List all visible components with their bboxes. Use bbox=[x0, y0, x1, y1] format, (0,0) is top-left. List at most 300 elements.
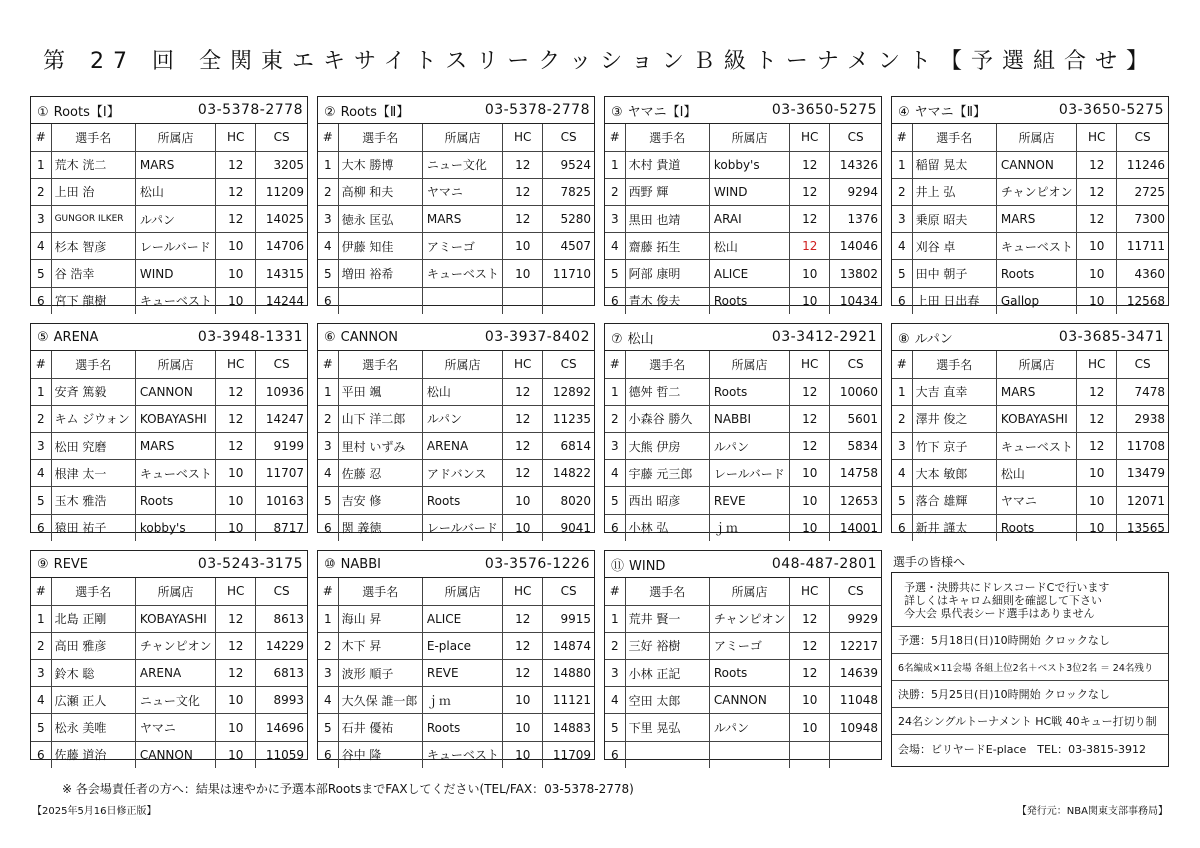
col-header-hc: HC bbox=[790, 351, 830, 378]
player-name: 大吉 直幸 bbox=[912, 378, 996, 405]
col-header-club: 所属店 bbox=[422, 578, 502, 605]
venue-header bbox=[318, 97, 594, 124]
player-cs: 9915 bbox=[543, 605, 594, 632]
player-cs: 11209 bbox=[256, 178, 307, 205]
venue-title bbox=[37, 557, 88, 572]
player-number: 3 bbox=[892, 433, 912, 460]
player-name: 落合 雄輝 bbox=[912, 487, 996, 514]
player-row bbox=[31, 405, 307, 432]
player-row bbox=[605, 405, 881, 432]
col-header-cs: CS bbox=[543, 351, 594, 378]
player-hc: 12 bbox=[503, 433, 543, 460]
col-header-no: # bbox=[605, 351, 625, 378]
player-number: 6 bbox=[31, 514, 51, 541]
player-name: 乗原 昭夫 bbox=[912, 206, 996, 233]
venue-phone: 03-5378-2778 bbox=[197, 102, 303, 118]
player-cs: 7478 bbox=[1117, 378, 1168, 405]
roster-table bbox=[318, 351, 594, 541]
player-row bbox=[318, 151, 594, 178]
player-club: Roots bbox=[709, 287, 789, 314]
player-hc: 12 bbox=[216, 151, 256, 178]
player-number: 5 bbox=[318, 714, 338, 741]
player-club: KOBAYASHI bbox=[135, 405, 215, 432]
player-hc: 10 bbox=[503, 233, 543, 260]
player-cs: 12217 bbox=[830, 632, 881, 659]
player-club: ルパン bbox=[709, 433, 789, 460]
roster-table bbox=[31, 351, 307, 541]
player-club: E-place bbox=[422, 632, 502, 659]
footnote: ※ 各会場責任者の方へ：結果は速やかに予選本部RootsまでFAXしてください(TEL/FAX：03-5378-2778) bbox=[62, 782, 634, 796]
player-club: CANNON bbox=[996, 151, 1076, 178]
player-cs: 11048 bbox=[830, 687, 881, 714]
col-header-name: 選手名 bbox=[625, 351, 709, 378]
col-header-no: # bbox=[892, 124, 912, 151]
roster-header-row bbox=[605, 351, 881, 378]
player-club: Roots bbox=[709, 660, 789, 687]
player-number: 2 bbox=[605, 178, 625, 205]
player-hc: 12 bbox=[216, 378, 256, 405]
player-row bbox=[605, 660, 881, 687]
roster-table bbox=[605, 124, 881, 314]
player-number: 1 bbox=[605, 605, 625, 632]
player-club: CANNON bbox=[135, 741, 215, 768]
player-club: 松山 bbox=[135, 178, 215, 205]
col-header-club: 所属店 bbox=[135, 351, 215, 378]
player-hc: 12 bbox=[503, 632, 543, 659]
player-hc: 12 bbox=[790, 632, 830, 659]
col-header-club: 所属店 bbox=[709, 124, 789, 151]
player-number: 2 bbox=[892, 405, 912, 432]
venue-title bbox=[324, 101, 409, 120]
col-header-name: 選手名 bbox=[51, 351, 135, 378]
player-club: ｊｍ bbox=[709, 514, 789, 541]
player-number: 5 bbox=[605, 260, 625, 287]
player-hc: 12 bbox=[216, 206, 256, 233]
player-club: ｊｍ bbox=[422, 687, 502, 714]
player-number: 6 bbox=[318, 287, 338, 314]
player-name: 杉本 智彦 bbox=[51, 233, 135, 260]
venue-name: CANNON bbox=[340, 329, 399, 345]
venue-block bbox=[317, 323, 595, 536]
venue-title bbox=[37, 101, 120, 120]
player-name: 大熊 伊房 bbox=[625, 433, 709, 460]
col-header-cs: CS bbox=[1117, 351, 1168, 378]
player-row bbox=[318, 405, 594, 432]
player-row bbox=[892, 433, 1168, 460]
col-header-no: # bbox=[318, 578, 338, 605]
roster-header-row bbox=[605, 578, 881, 605]
venue-phone: 03-3685-3471 bbox=[1058, 329, 1164, 345]
player-cs: 5280 bbox=[543, 206, 594, 233]
notice-intro-line: 詳しくはキャロム細則を確認して下さい bbox=[904, 594, 1102, 607]
player-number: 2 bbox=[318, 632, 338, 659]
player-club bbox=[709, 741, 789, 768]
player-cs: 10434 bbox=[830, 287, 881, 314]
player-number: 6 bbox=[31, 287, 51, 314]
player-name: 黒田 也靖 bbox=[625, 206, 709, 233]
player-hc: 12 bbox=[503, 460, 543, 487]
player-row bbox=[892, 260, 1168, 287]
player-row bbox=[605, 206, 881, 233]
col-header-club: 所属店 bbox=[709, 351, 789, 378]
player-cs: 12071 bbox=[1117, 487, 1168, 514]
col-header-club: 所属店 bbox=[996, 124, 1076, 151]
player-club: Roots bbox=[135, 487, 215, 514]
col-header-club: 所属店 bbox=[135, 578, 215, 605]
player-hc: 10 bbox=[790, 487, 830, 514]
venue-title bbox=[324, 557, 381, 572]
player-number: 1 bbox=[892, 378, 912, 405]
player-cs: 9524 bbox=[543, 151, 594, 178]
player-hc: 10 bbox=[790, 287, 830, 314]
player-number: 1 bbox=[605, 151, 625, 178]
player-club: ALICE bbox=[709, 260, 789, 287]
player-cs: 9294 bbox=[830, 178, 881, 205]
player-hc: 10 bbox=[503, 514, 543, 541]
player-cs: 5834 bbox=[830, 433, 881, 460]
player-hc: 10 bbox=[216, 287, 256, 314]
player-hc: 10 bbox=[216, 741, 256, 768]
player-hc: 12 bbox=[790, 378, 830, 405]
col-header-name: 選手名 bbox=[625, 124, 709, 151]
player-row bbox=[605, 632, 881, 659]
player-number: 1 bbox=[892, 151, 912, 178]
roster-table bbox=[31, 124, 307, 314]
player-name: 宇藤 元三郎 bbox=[625, 460, 709, 487]
venue-name: REVE bbox=[53, 556, 89, 572]
venue-block bbox=[604, 323, 882, 536]
col-header-club: 所属店 bbox=[709, 578, 789, 605]
player-number: 6 bbox=[318, 514, 338, 541]
col-header-no: # bbox=[318, 124, 338, 151]
player-hc: 10 bbox=[216, 514, 256, 541]
player-cs: 14315 bbox=[256, 260, 307, 287]
venue-name: WIND bbox=[629, 558, 666, 574]
venue-phone: 03-3576-1226 bbox=[484, 556, 590, 572]
player-name: 上田 治 bbox=[51, 178, 135, 205]
roster-header-row bbox=[318, 351, 594, 378]
player-number: 1 bbox=[318, 378, 338, 405]
player-cs: 11707 bbox=[256, 460, 307, 487]
venue-name: ヤマニ【Ⅱ】 bbox=[914, 104, 987, 120]
player-hc: 10 bbox=[503, 487, 543, 514]
notice-final-schedule: 決勝：5月25日(日)10時開始 クロックなし bbox=[892, 681, 1168, 708]
player-club: ヤマニ bbox=[422, 178, 502, 205]
player-club: キューベスト bbox=[422, 741, 502, 768]
venue-phone: 03-3948-1331 bbox=[197, 329, 303, 345]
player-name: 小森谷 勝久 bbox=[625, 405, 709, 432]
player-row bbox=[892, 514, 1168, 541]
player-club: Gallop bbox=[996, 287, 1076, 314]
player-name: 谷中 隆 bbox=[338, 741, 422, 768]
player-hc: 12 bbox=[1077, 151, 1117, 178]
player-cs bbox=[830, 741, 881, 768]
player-hc: 12 bbox=[503, 660, 543, 687]
venue-title bbox=[37, 330, 98, 345]
player-row bbox=[31, 206, 307, 233]
player-cs: 14001 bbox=[830, 514, 881, 541]
player-name: 井上 弘 bbox=[912, 178, 996, 205]
player-club: 松山 bbox=[709, 233, 789, 260]
player-number: 4 bbox=[318, 233, 338, 260]
venue-title bbox=[611, 101, 697, 120]
player-number: 6 bbox=[892, 287, 912, 314]
player-cs: 14883 bbox=[543, 714, 594, 741]
player-club: Roots bbox=[422, 714, 502, 741]
player-row bbox=[605, 460, 881, 487]
venue-name: 松山 bbox=[627, 331, 654, 347]
player-number: 4 bbox=[605, 233, 625, 260]
revision-label: 【2025年5月16日修正版】 bbox=[32, 806, 157, 817]
venue-block bbox=[604, 96, 882, 309]
notice-box bbox=[891, 572, 1169, 767]
player-number: 6 bbox=[318, 741, 338, 768]
player-club: MARS bbox=[135, 433, 215, 460]
col-header-hc: HC bbox=[1077, 124, 1117, 151]
col-header-club: 所属店 bbox=[422, 124, 502, 151]
player-club: チャンピオン bbox=[709, 605, 789, 632]
player-cs: 9199 bbox=[256, 433, 307, 460]
venue-block bbox=[317, 550, 595, 763]
publisher-label: 【発行元：NBA関東支部事務局】 bbox=[1016, 806, 1168, 817]
player-hc: 10 bbox=[216, 460, 256, 487]
player-hc: 12 bbox=[503, 378, 543, 405]
player-cs: 8717 bbox=[256, 514, 307, 541]
player-name: 山下 洋二郎 bbox=[338, 405, 422, 432]
player-row bbox=[31, 287, 307, 314]
player-club: ルパン bbox=[709, 714, 789, 741]
player-name: 平田 颯 bbox=[338, 378, 422, 405]
player-hc: 10 bbox=[216, 687, 256, 714]
player-cs: 14874 bbox=[543, 632, 594, 659]
player-row bbox=[605, 605, 881, 632]
player-row bbox=[31, 260, 307, 287]
player-club: キューベスト bbox=[996, 233, 1076, 260]
player-number: 4 bbox=[605, 460, 625, 487]
player-name: 根津 太一 bbox=[51, 460, 135, 487]
player-row bbox=[31, 687, 307, 714]
player-hc: 10 bbox=[1077, 233, 1117, 260]
player-row bbox=[318, 741, 594, 768]
venue-phone: 03-3412-2921 bbox=[771, 329, 877, 345]
col-header-cs: CS bbox=[256, 578, 307, 605]
player-club: kobby's bbox=[709, 151, 789, 178]
player-name: 猿田 祐子 bbox=[51, 514, 135, 541]
player-number: 4 bbox=[318, 460, 338, 487]
player-hc: 12 bbox=[1077, 405, 1117, 432]
col-header-no: # bbox=[31, 578, 51, 605]
venue-number: ⑤ bbox=[37, 329, 49, 345]
notice-qualifier-format: 6名編成×11会場 各組上位2名＋ベスト3位2名 ＝ 24名残り bbox=[892, 654, 1168, 681]
col-header-no: # bbox=[892, 351, 912, 378]
player-hc: 12 bbox=[503, 151, 543, 178]
player-hc: 12 bbox=[790, 433, 830, 460]
col-header-hc: HC bbox=[790, 124, 830, 151]
player-club: キューベスト bbox=[996, 433, 1076, 460]
notice-final-format: 24名シングルトーナメント HC戦 40キュー打切り制 bbox=[892, 708, 1168, 735]
player-name: 松永 美唯 bbox=[51, 714, 135, 741]
player-number: 2 bbox=[605, 405, 625, 432]
roster-header-row bbox=[605, 124, 881, 151]
player-name: 青木 俊夫 bbox=[625, 287, 709, 314]
player-row bbox=[605, 687, 881, 714]
col-header-club: 所属店 bbox=[135, 124, 215, 151]
player-number: 3 bbox=[31, 206, 51, 233]
player-name: 北島 正剛 bbox=[51, 605, 135, 632]
player-number: 5 bbox=[318, 487, 338, 514]
venue-phone: 03-3937-8402 bbox=[484, 329, 590, 345]
player-hc: 10 bbox=[790, 714, 830, 741]
col-header-hc: HC bbox=[216, 351, 256, 378]
player-hc: 12 bbox=[790, 405, 830, 432]
roster-table bbox=[318, 578, 594, 768]
player-row bbox=[605, 287, 881, 314]
player-cs: 4360 bbox=[1117, 260, 1168, 287]
player-row bbox=[605, 260, 881, 287]
player-row bbox=[318, 178, 594, 205]
venue-name: Roots【Ⅱ】 bbox=[340, 104, 410, 120]
player-name: 伊藤 知佳 bbox=[338, 233, 422, 260]
col-header-cs: CS bbox=[830, 124, 881, 151]
player-name: 上田 日出春 bbox=[912, 287, 996, 314]
player-number: 6 bbox=[605, 741, 625, 768]
player-hc: 12 bbox=[216, 178, 256, 205]
player-number: 4 bbox=[892, 460, 912, 487]
player-number: 3 bbox=[318, 660, 338, 687]
player-hc: 10 bbox=[790, 514, 830, 541]
player-name: 阿部 康明 bbox=[625, 260, 709, 287]
venue-name: ヤマニ【Ⅰ】 bbox=[627, 104, 697, 120]
player-club: Roots bbox=[709, 378, 789, 405]
player-club: Roots bbox=[996, 260, 1076, 287]
player-cs: 13565 bbox=[1117, 514, 1168, 541]
player-club: アミーゴ bbox=[422, 233, 502, 260]
venue-number: ⑧ bbox=[898, 331, 910, 347]
player-hc: 10 bbox=[790, 687, 830, 714]
player-name: 竹下 京子 bbox=[912, 433, 996, 460]
col-header-cs: CS bbox=[830, 578, 881, 605]
player-row bbox=[605, 233, 881, 260]
player-club bbox=[422, 287, 502, 314]
player-cs: 14822 bbox=[543, 460, 594, 487]
player-row bbox=[318, 660, 594, 687]
player-row bbox=[318, 687, 594, 714]
player-name: 小林 正記 bbox=[625, 660, 709, 687]
player-row bbox=[318, 206, 594, 233]
col-header-name: 選手名 bbox=[912, 351, 996, 378]
player-hc: 10 bbox=[216, 260, 256, 287]
player-number: 6 bbox=[31, 741, 51, 768]
player-club: ARENA bbox=[422, 433, 502, 460]
col-header-club: 所属店 bbox=[422, 351, 502, 378]
player-cs: 7300 bbox=[1117, 206, 1168, 233]
player-row bbox=[605, 741, 881, 768]
player-club: ルパン bbox=[135, 206, 215, 233]
player-cs: 2938 bbox=[1117, 405, 1168, 432]
player-cs: 10163 bbox=[256, 487, 307, 514]
player-hc: 12 bbox=[503, 405, 543, 432]
player-hc: 12 bbox=[216, 605, 256, 632]
player-club: MARS bbox=[422, 206, 502, 233]
venue-number: ④ bbox=[898, 104, 910, 120]
player-number: 6 bbox=[892, 514, 912, 541]
player-row bbox=[318, 514, 594, 541]
player-cs: 11708 bbox=[1117, 433, 1168, 460]
player-name: GUNGOR ILKER bbox=[51, 206, 135, 233]
notice-intro-line: 予選・決勝共にドレスコードCで行います bbox=[904, 581, 1110, 594]
col-header-club: 所属店 bbox=[996, 351, 1076, 378]
player-name: 宮下 龍樹 bbox=[51, 287, 135, 314]
player-cs: 14880 bbox=[543, 660, 594, 687]
player-name: 荒木 洸二 bbox=[51, 151, 135, 178]
col-header-no: # bbox=[318, 351, 338, 378]
roster-header-row bbox=[31, 124, 307, 151]
notice-qualifier-schedule: 予選：5月18日(日)10時開始 クロックなし bbox=[892, 627, 1168, 654]
player-name: 徳永 匡弘 bbox=[338, 206, 422, 233]
venue-header bbox=[605, 551, 881, 578]
player-number: 4 bbox=[31, 687, 51, 714]
venue-header bbox=[892, 97, 1168, 124]
col-header-no: # bbox=[605, 124, 625, 151]
player-number: 2 bbox=[892, 178, 912, 205]
player-name: 西出 昭彦 bbox=[625, 487, 709, 514]
player-club: ルパン bbox=[422, 405, 502, 432]
player-number: 5 bbox=[318, 260, 338, 287]
player-hc: 10 bbox=[1077, 487, 1117, 514]
player-club: アドバンス bbox=[422, 460, 502, 487]
player-cs: 11059 bbox=[256, 741, 307, 768]
player-number: 5 bbox=[605, 487, 625, 514]
venue-number: ⑦ bbox=[611, 331, 623, 347]
roster-header-row bbox=[31, 578, 307, 605]
player-name: 里村 いずみ bbox=[338, 433, 422, 460]
player-row bbox=[31, 151, 307, 178]
player-hc bbox=[790, 741, 830, 768]
venue-title bbox=[611, 328, 654, 347]
player-hc: 10 bbox=[216, 487, 256, 514]
player-club: チャンピオン bbox=[996, 178, 1076, 205]
player-number: 1 bbox=[31, 605, 51, 632]
player-row bbox=[31, 178, 307, 205]
player-row bbox=[318, 433, 594, 460]
player-number: 2 bbox=[318, 178, 338, 205]
player-number: 4 bbox=[31, 460, 51, 487]
venue-block bbox=[30, 323, 308, 536]
player-hc bbox=[503, 287, 543, 314]
player-club: REVE bbox=[709, 487, 789, 514]
player-hc: 12 bbox=[790, 206, 830, 233]
player-row bbox=[605, 514, 881, 541]
player-club: Roots bbox=[996, 514, 1076, 541]
player-cs: 10936 bbox=[256, 378, 307, 405]
roster-table bbox=[892, 124, 1168, 314]
player-row bbox=[31, 741, 307, 768]
player-number: 5 bbox=[892, 487, 912, 514]
player-row bbox=[31, 460, 307, 487]
player-club: キューベスト bbox=[422, 260, 502, 287]
col-header-hc: HC bbox=[503, 124, 543, 151]
player-name: 下里 晃弘 bbox=[625, 714, 709, 741]
player-cs: 14229 bbox=[256, 632, 307, 659]
player-hc: 10 bbox=[790, 460, 830, 487]
venue-block bbox=[891, 323, 1169, 536]
player-number: 3 bbox=[318, 433, 338, 460]
player-club: MARS bbox=[996, 378, 1076, 405]
player-hc: 10 bbox=[1077, 260, 1117, 287]
col-header-hc: HC bbox=[503, 578, 543, 605]
player-row bbox=[892, 287, 1168, 314]
player-hc: 10 bbox=[216, 714, 256, 741]
